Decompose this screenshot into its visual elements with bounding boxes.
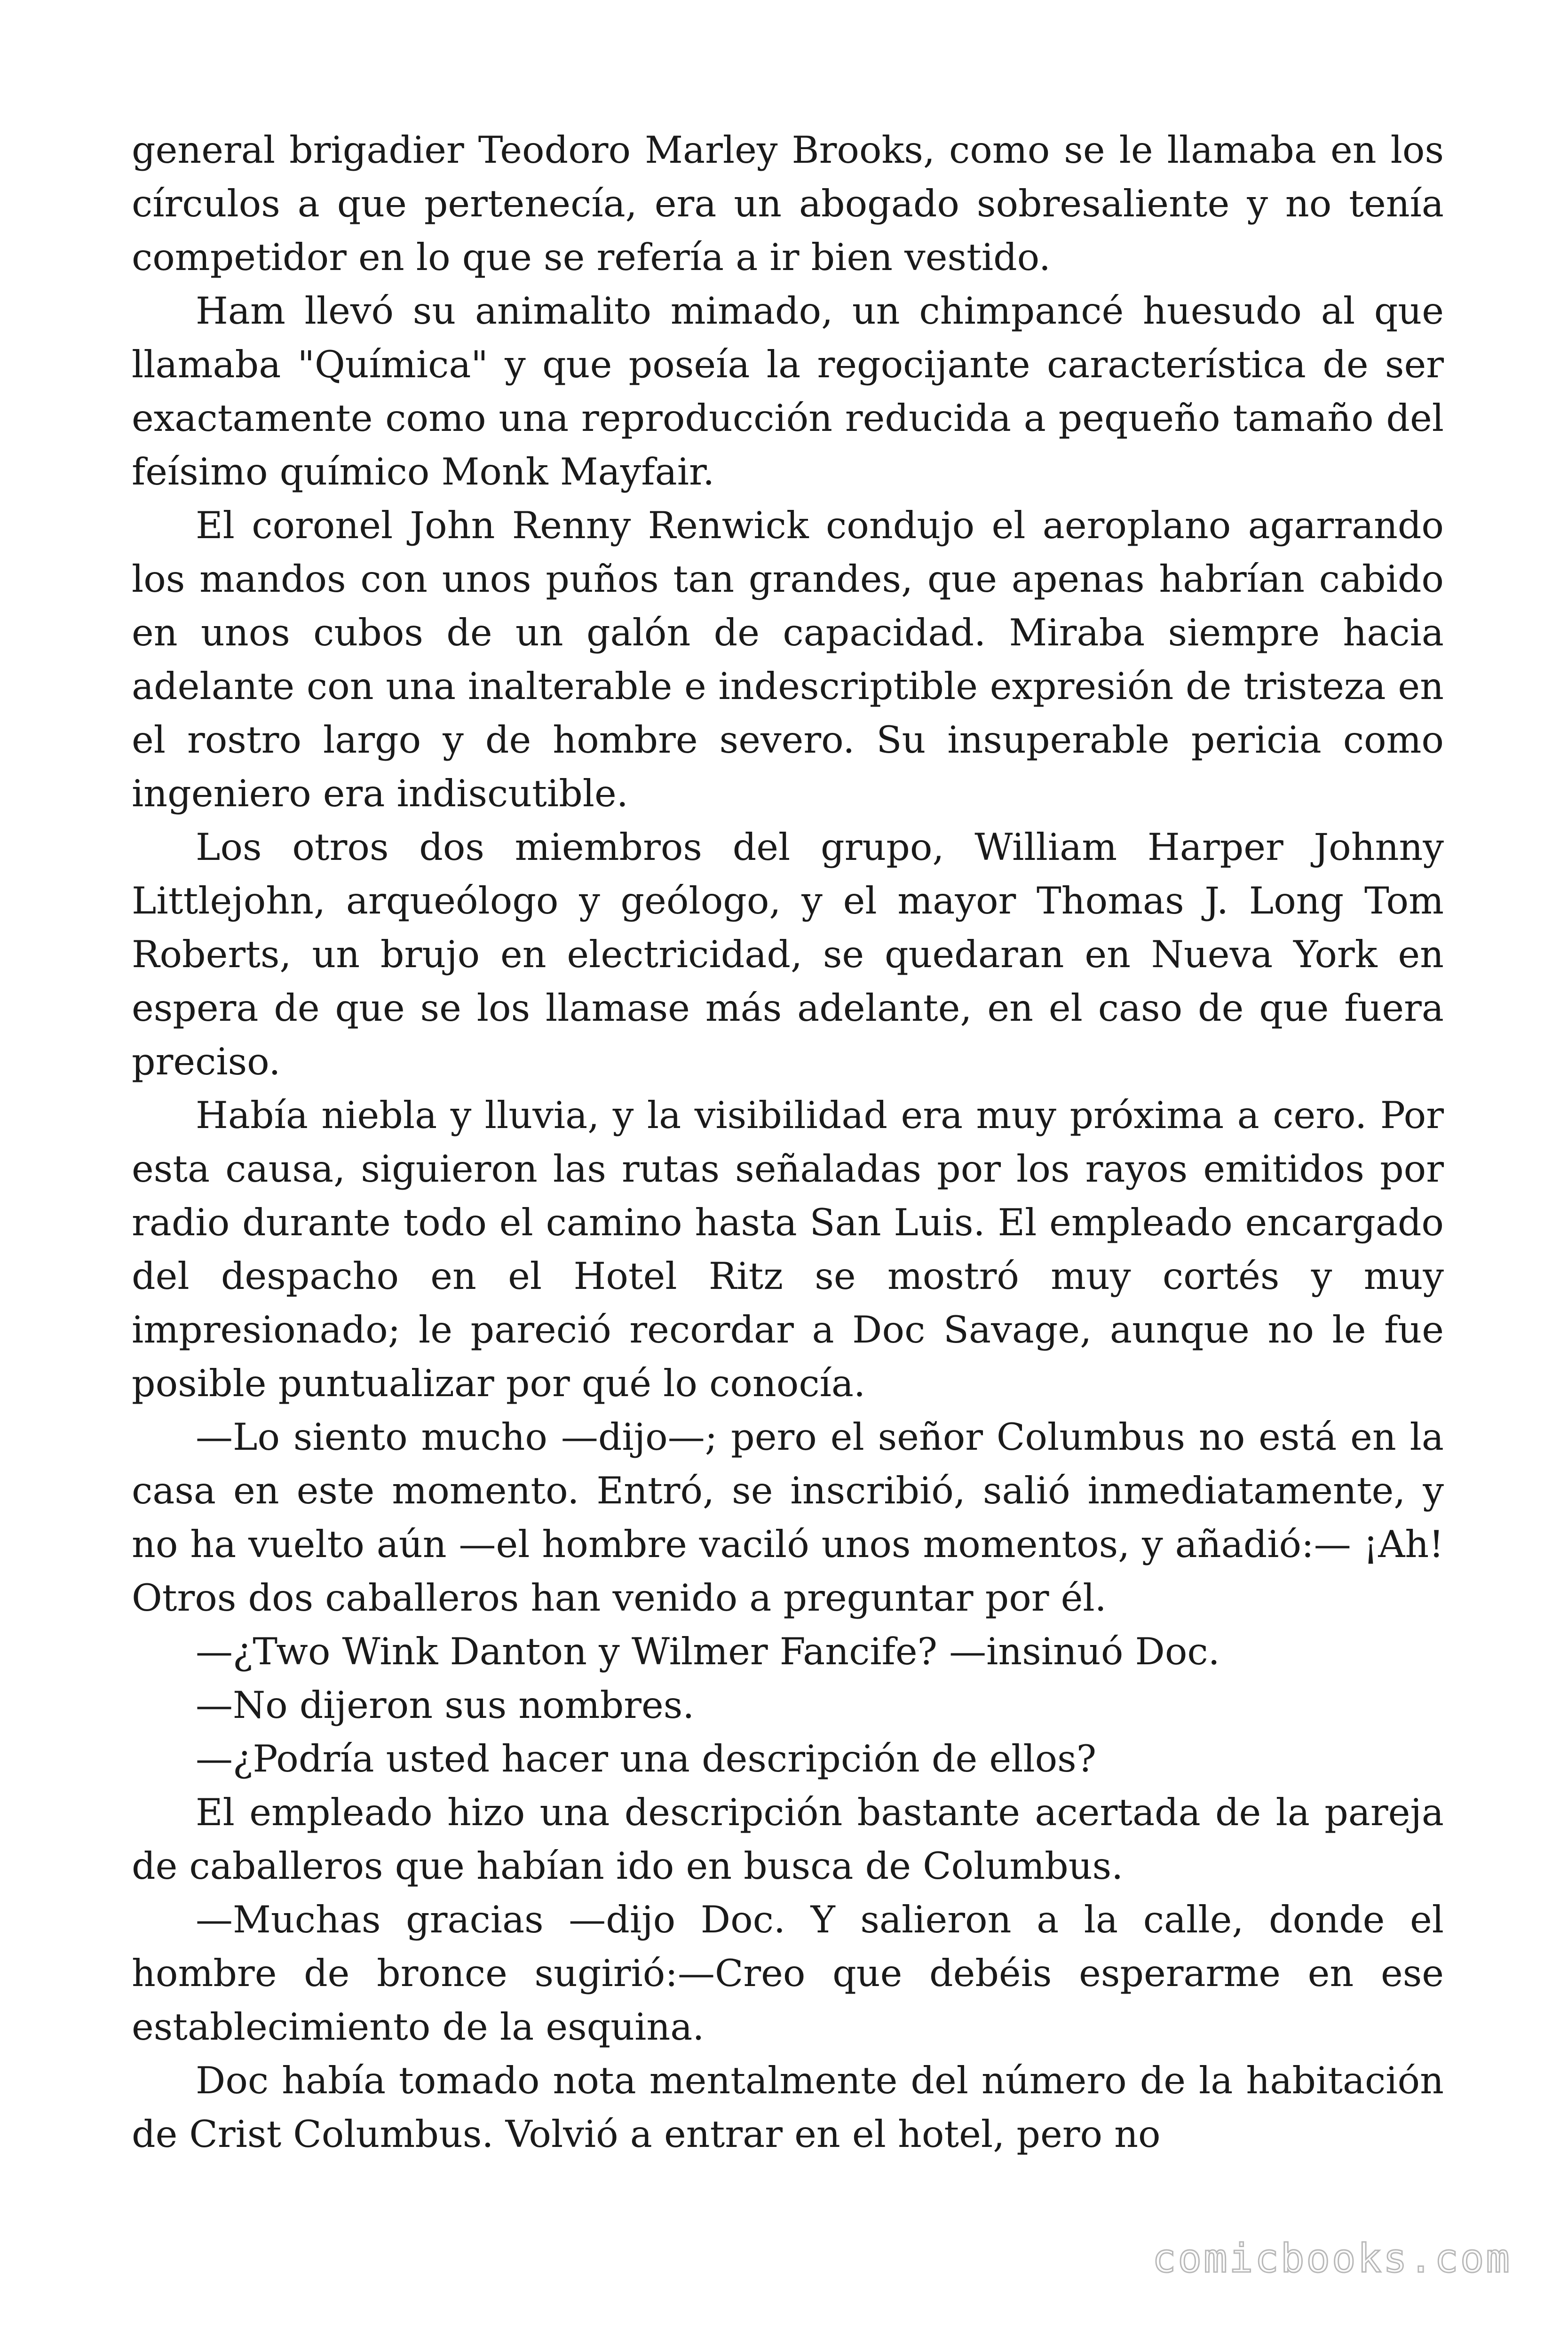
paragraph: —¿Two Wink Danton y Wilmer Fancife? —insinuó Doc. [196,1630,1220,1673]
paragraph: Doc había tomado nota mentalmente del número de la habitación de Crist Columbus. Volvió a entrar en el hotel, pero no [132,2059,1444,2156]
paragraph: —Lo siento mucho —dijo—; pero el señor Columbus no está en la casa en este momento. Entró, se inscribió, salió inmediatamente, y no ha vuelto aún —el hombre vaciló unos momentos, y añadió:— ¡Ah! Otros dos caballeros han venido a preguntar por él. [132,1415,1444,1620]
paragraph: —No dijeron sus nombres. [196,1684,695,1727]
paragraph: Había niebla y lluvia, y la visibilidad era muy próxima a cero. Por esta causa, siguieron las rutas señaladas por los rayos emitidos por radio durante todo el camino hasta San Luis. El empleado encargado del despacho en el Hotel Ritz se mostró muy cortés y muy impresionado; le pareció recordar a Doc Savage, aunque no le fue posible puntualizar por qué lo conocía. [132,1094,1444,1405]
paragraph: El empleado hizo una descripción bastante acertada de la pareja de caballeros que habían ido en busca de Columbus. [132,1791,1444,1888]
paragraph: Los otros dos miembros del grupo, William Harper Johnny Littlejohn, arqueólogo y geólogo, y el mayor Thomas J. Long Tom Roberts, un brujo en electricidad, se quedaran en Nueva York en espera de que se los llamase más adelante, en el caso de que fuera preciso. [132,826,1444,1083]
paragraph: general brigadier Teodoro Marley Brooks, como se le llamaba en los círculos a que pertenecía, era un abogado sobresaliente y no tenía competidor en lo que se refería a ir bien vestido. [132,128,1444,279]
paragraph: Ham llevó su animalito mimado, un chimpancé huesudo al que llamaba "Química" y que poseía la regocijante característica de ser exactamente como una reproducción reducida a pequeño tamaño del feísimo químico Monk Mayfair. [132,289,1444,493]
watermark: comicbooks.com [1152,2235,1512,2281]
paragraph: —Muchas gracias —dijo Doc. Y salieron a la calle, donde el hombre de bronce sugirió:—Creo que debéis esperarme en ese establecimiento de la esquina. [132,1898,1444,2049]
page-body [132,123,1444,2161]
paragraph: El coronel John Renny Renwick condujo el aeroplano agarrando los mandos con unos puños tan grandes, que apenas habrían cabido en unos cubos de un galón de capacidad. Miraba siempre hacia adelante con una inalterable e indescriptible expresión de tristeza en el rostro largo y de hombre severo. Su insuperable pericia como ingeniero era indiscutible. [132,504,1444,815]
paragraph: —¿Podría usted hacer una descripción de ellos? [196,1737,1097,1780]
